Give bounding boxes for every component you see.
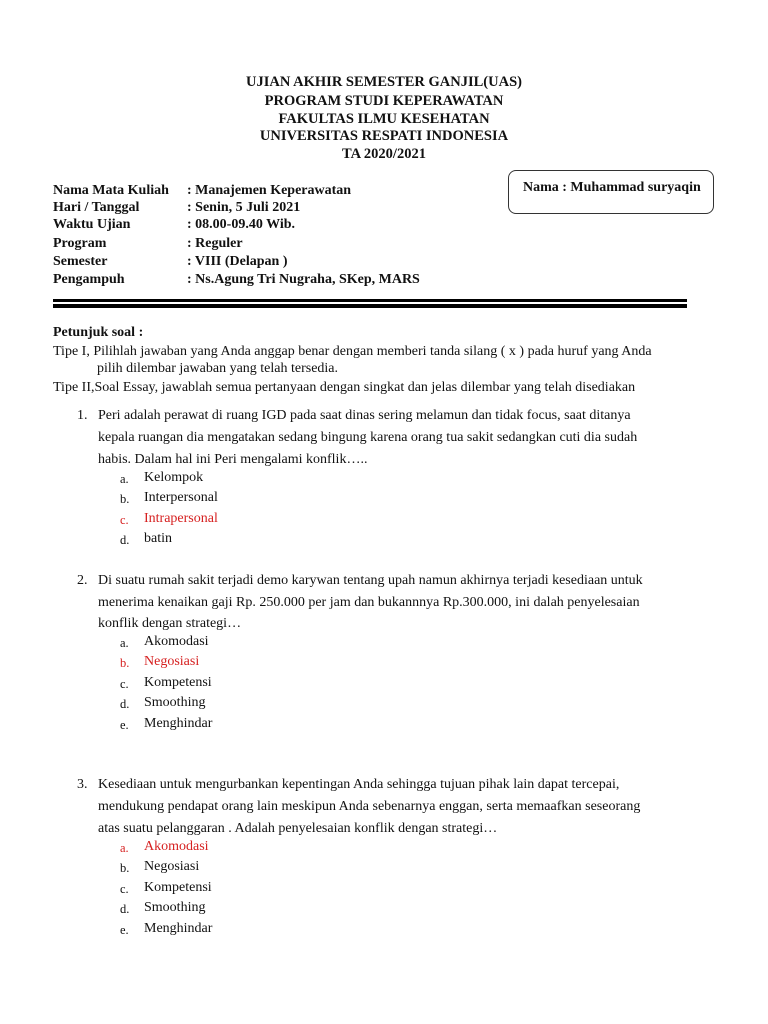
info-label-date: Hari / Tanggal [53, 200, 140, 215]
option-text: Interpersonal [144, 490, 218, 505]
question-text-line: Di suatu rumah sakit terjadi demo karywan tentang upah namun akhirnya terjadi kesediaan untuk [98, 573, 643, 588]
option-text: Menghindar [144, 716, 213, 731]
option-letter-correct: a. [120, 841, 129, 855]
info-label-course: Nama Mata Kuliah [53, 183, 169, 198]
option-text: Kompetensi [144, 675, 212, 690]
option-letter-correct: c. [120, 513, 129, 527]
info-value-program: : Reguler [187, 236, 243, 251]
question-number: 2. [77, 573, 88, 588]
question-text-line: atas suatu pelanggaran . Adalah penyelesaian konflik dengan strategi… [98, 821, 498, 836]
option-text: Kelompok [144, 470, 204, 485]
option-letter: b. [120, 492, 130, 506]
question-text-line: kepala ruangan dia mengatakan sedang bingung karena orang tua sakit sedangkan cuti dia sudah [98, 430, 638, 445]
info-value-lecturer: : Ns.Agung Tri Nugraha, SKep, MARS [187, 272, 420, 287]
option-text: Smoothing [144, 695, 206, 710]
divider-thick [53, 304, 687, 308]
info-label-program: Program [53, 236, 107, 251]
option-text: batin [144, 531, 172, 546]
info-value-time: : 08.00-09.40 Wib. [187, 217, 295, 232]
option-letter: b. [120, 861, 130, 875]
option-letter: d. [120, 697, 130, 711]
instructions-type-2: Tipe II,Soal Essay, jawablah semua pertanyaan dengan singkat dan jelas dilembar yang telah disediakan [53, 380, 636, 395]
option-text: Akomodasi [144, 634, 209, 649]
option-text-correct: Negosiasi [144, 654, 200, 669]
university-name: UNIVERSITAS RESPATI INDONESIA [259, 128, 509, 144]
option-letter: e. [120, 718, 129, 732]
program-name: PROGRAM STUDI KEPERAWATAN [264, 93, 504, 109]
info-value-semester: : VIII (Delapan ) [187, 254, 288, 269]
option-letter: c. [120, 882, 129, 896]
student-name: Nama : Muhammad suryaqin [523, 180, 701, 195]
exam-title: UJIAN AKHIR SEMESTER GANJIL(UAS) [246, 74, 522, 90]
student-name-box [508, 170, 714, 214]
question-text-line: Peri adalah perawat di ruang IGD pada saat dinas sering melamun dan tidak focus, saat ditanya [98, 408, 631, 423]
info-label-time: Waktu Ujian [53, 217, 131, 232]
instructions-type-1-cont: pilih dilembar jawaban yang telah tersedia. [97, 361, 339, 376]
option-letter: a. [120, 472, 129, 486]
info-label-semester: Semester [53, 254, 108, 269]
faculty-name: FAKULTAS ILMU KESEHATAN [278, 111, 490, 127]
question-text-line: menerima kenaikan gaji Rp. 250.000 per jam dan bukannnya Rp.300.000, ini dalah penyelesaian [98, 595, 640, 610]
divider-thin [53, 299, 687, 302]
question-text-line: konflik dengan strategi… [98, 616, 242, 631]
option-letter: d. [120, 533, 130, 547]
option-letter: a. [120, 636, 129, 650]
question-number: 1. [77, 408, 88, 423]
option-letter: c. [120, 677, 129, 691]
question-text-line: mendukung pendapat orang lain meskipun Anda sebenarnya enggan, serta memaafkan seseorang [98, 799, 641, 814]
option-text: Negosiasi [144, 859, 200, 874]
question-text-line: Kesediaan untuk mengurbankan kepentingan Anda sehingga tujuan pihak lain dapat tercepai, [98, 777, 620, 792]
question-number: 3. [77, 777, 88, 792]
info-label-lecturer: Pengampuh [53, 272, 125, 287]
option-text: Menghindar [144, 921, 213, 936]
info-value-course: : Manajemen Keperawatan [187, 183, 352, 198]
option-letter-correct: b. [120, 656, 130, 670]
option-text: Smoothing [144, 900, 206, 915]
instructions-type-1: Tipe I, Pilihlah jawaban yang Anda anggap benar dengan memberi tanda silang ( x ) pada huruf yang Anda [53, 344, 652, 359]
option-letter: e. [120, 923, 129, 937]
question-text-line: habis. Dalam hal ini Peri mengalami konflik….. [98, 452, 368, 467]
option-text-correct: Akomodasi [144, 839, 209, 854]
option-text: Kompetensi [144, 880, 212, 895]
option-letter: d. [120, 902, 130, 916]
academic-year: TA 2020/2021 [342, 146, 426, 162]
option-text-correct: Intrapersonal [144, 511, 218, 526]
info-value-date: : Senin, 5 Juli 2021 [187, 200, 301, 215]
instructions-heading: Petunjuk soal : [53, 325, 144, 340]
